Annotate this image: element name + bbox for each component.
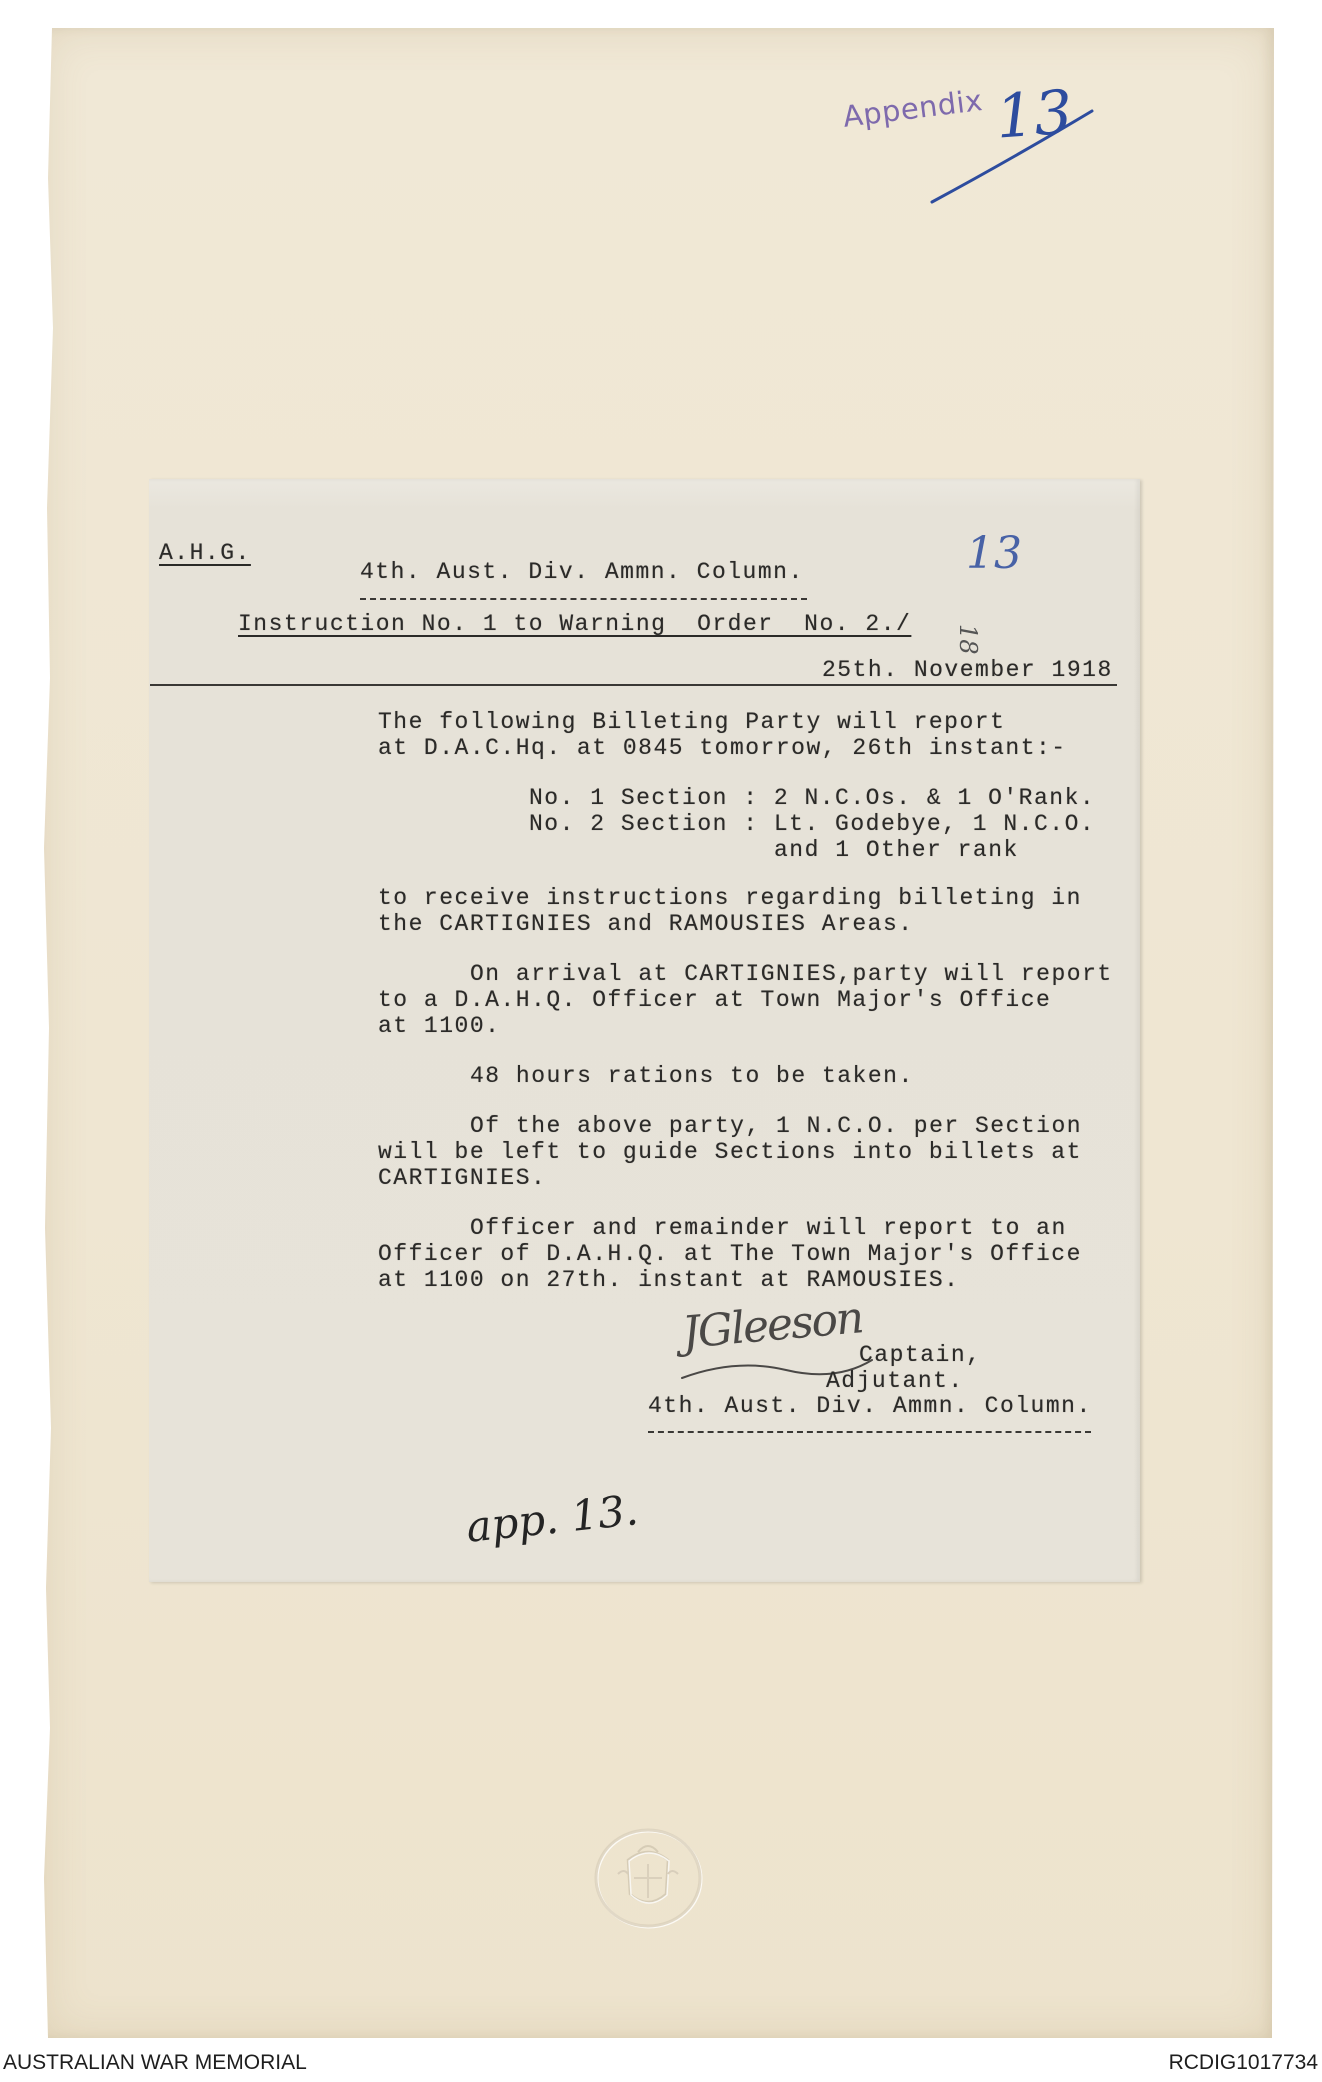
paragraph-line: On arrival at CARTIGNIES,party will report <box>470 961 1113 987</box>
section-line: No. 1 Section : 2 N.C.Os. & 1 O'Rank. <box>529 785 1096 811</box>
handwritten-reference-note: app. 13. <box>463 1485 641 1552</box>
paragraph-line: Officer of D.A.H.Q. at The Town Major's Office <box>378 1241 1082 1267</box>
document-date: 25th. November 1918 <box>822 657 1113 683</box>
handwritten-signature: JGleeson <box>680 1292 865 1359</box>
blue-pencil-stroke <box>900 80 1120 220</box>
paragraph-line: Officer and remainder will report to an <box>470 1215 1067 1241</box>
paragraph-line: the CARTIGNIES and RAMOUSIES Areas. <box>378 911 914 937</box>
paragraph-line: CARTIGNIES. <box>378 1165 547 1191</box>
paragraph-line: at 1100. <box>378 1013 501 1039</box>
paragraph-line: Of the above party, 1 N.C.O. per Section <box>470 1113 1083 1139</box>
paragraph-line: to a D.A.H.Q. Officer at Town Major's Office <box>378 987 1052 1013</box>
appendix-number-handwritten: 13 <box>993 77 1075 153</box>
archive-institution-label: AUSTRALIAN WAR MEMORIAL <box>3 2051 307 2074</box>
signatory-role: Adjutant. <box>826 1368 964 1394</box>
header-rule <box>150 684 1117 686</box>
intro-line: The following Billeting Party will report <box>378 709 1006 735</box>
office-code: A.H.G. <box>159 540 251 566</box>
signature-dashed-rule <box>648 1431 1091 1433</box>
archive-record-id: RCDIG1017734 <box>1168 2051 1318 2074</box>
section-line: No. 2 Section : Lt. Godebye, 1 N.C.O. <box>529 811 1096 837</box>
paragraph-line: will be left to guide Sections into billets at <box>378 1139 1082 1165</box>
section-line: and 1 Other rank <box>774 837 1019 863</box>
paragraph-line: to receive instructions regarding billeting in <box>378 885 1082 911</box>
appendix-stamp: Appendix <box>840 83 985 134</box>
paragraph-line: at 1100 on 27th. instant at RAMOUSIES. <box>378 1267 960 1293</box>
signatory-rank: Captain, <box>859 1342 982 1368</box>
instruction-title: Instruction No. 1 to Warning Order No. 2./ <box>238 611 912 637</box>
heading-dashed-rule <box>360 598 807 600</box>
signatory-unit: 4th. Aust. Div. Ammn. Column. <box>648 1393 1092 1419</box>
margin-number-pencil: 18 <box>954 624 982 655</box>
paragraph-line: 48 hours rations to be taken. <box>470 1063 914 1089</box>
embossed-seal <box>588 1822 708 1934</box>
folio-number-handwritten: 13 <box>966 528 1022 579</box>
intro-line: at D.A.C.Hq. at 0845 tomorrow, 26th instant:- <box>378 735 1067 761</box>
unit-heading: 4th. Aust. Div. Ammn. Column. <box>360 559 804 585</box>
